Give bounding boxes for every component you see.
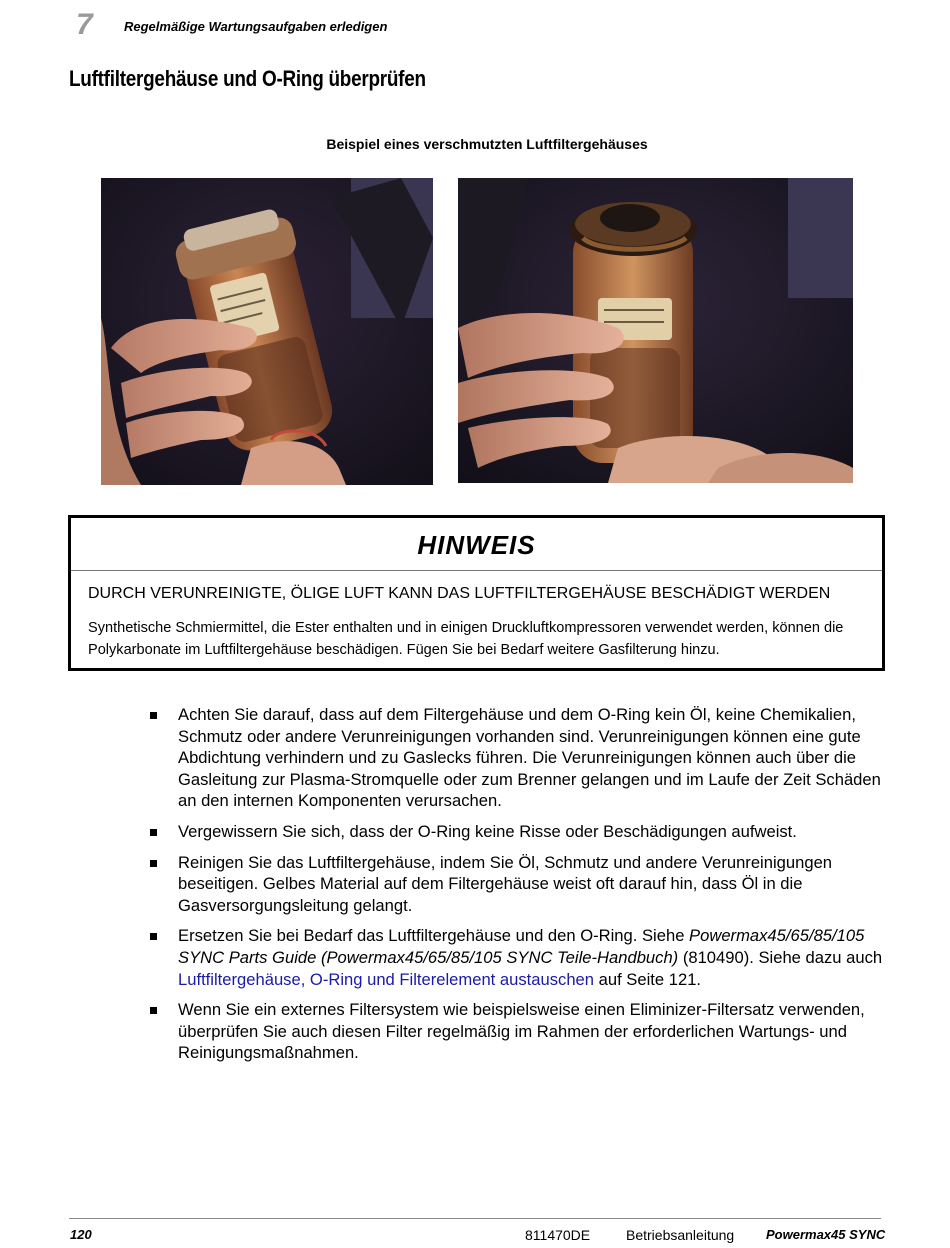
list-item-text: auf Seite 121.	[594, 969, 702, 989]
chapter-title: Regelmäßige Wartungsaufgaben erledigen	[124, 19, 388, 34]
list-item-text: Achten Sie darauf, dass auf dem Filtergehäuse und dem O-Ring kein Öl, keine Chemikalien, Schmutz oder andere Verunreinigungen vorhanden sind. Verunreinigungen können eine gute Abdichtung verhindern und zu Gaslecks führen. Die Verunreinigungen können auch über die Gasleitung zur Plasma-Stromquelle oder zum Brenner gelangen und im Laufe der Zeit Schäden an den internen Komponenten verursachen.	[178, 705, 881, 811]
document-number: 811470DE	[525, 1227, 591, 1243]
list-item-text: Reinigen Sie das Luftfiltergehäuse, indem Sie Öl, Schmutz und andere Verunreinigungen beseitigen. Gelbes Material auf dem Filtergehäuse weist oft darauf hin, dass Öl in die Gasversorgungsleitung gelangt.	[178, 852, 833, 915]
bullet-square-icon	[150, 860, 157, 867]
notice-body: Synthetische Schmiermittel, die Ester enthalten und in einigen Druckluftkompressoren verwendet werden, können die Polykarbonate im Luftfiltergehäuse beschädigen. Fügen Sie bei Bedarf weitere Gasfilterung hinzu.	[88, 619, 844, 658]
notice-heading: HINWEIS	[71, 518, 882, 571]
list-item	[148, 821, 888, 843]
bullet-square-icon	[150, 829, 157, 836]
bullet-square-icon	[150, 1007, 157, 1014]
list-item-text: (810490). Siehe dazu auch	[678, 947, 883, 967]
footer-divider	[69, 1218, 881, 1219]
instruction-list	[148, 704, 888, 1073]
document-type: Betriebsanleitung	[626, 1227, 735, 1243]
list-item	[148, 852, 888, 917]
page-number: 120	[70, 1227, 92, 1242]
section-title: Luftfiltergehäuse und O-Ring überprüfen	[69, 66, 426, 91]
bullet-square-icon	[150, 933, 157, 940]
list-item	[148, 925, 888, 990]
filter-housing-photo-right	[458, 178, 853, 483]
chapter-number: 7	[76, 8, 93, 41]
filter-housing-photo-left	[101, 178, 433, 485]
list-item-text: Ersetzen Sie bei Bedarf das Luftfiltergehäuse und den O-Ring. Siehe	[178, 926, 690, 946]
figure-caption: Beispiel eines verschmutzten Luftfiltergehäuses	[326, 136, 648, 152]
bullet-square-icon	[150, 712, 157, 719]
list-item-text: Wenn Sie ein externes Filtersystem wie beispielsweise einen Eliminizer-Filtersatz verwenden, überprüfen Sie auch diesen Filter regelmäßig im Rahmen der erforderlichen Wartungs- und Reinigungsmaßnahmen.	[178, 1000, 865, 1063]
cross-reference-link[interactable]: Luftfiltergehäuse, O-Ring und Filterelement austauschen	[178, 969, 595, 989]
list-item	[148, 999, 888, 1064]
product-name: Powermax45 SYNC	[766, 1227, 886, 1242]
notice-subheading: DURCH VERUNREINIGTE, ÖLIGE LUFT KANN DAS LUFTFILTERGEHÄUSE BESCHÄDIGT WERDEN	[88, 585, 831, 602]
notice-box	[68, 515, 885, 671]
parts-guide-reference: Powermax45/65/85/105 SYNC Parts Guide (Powermax45/65/85/105 SYNC Teile-Handbuch)	[178, 926, 865, 967]
list-item	[148, 704, 888, 812]
list-item-text: Vergewissern Sie sich, dass der O-Ring keine Risse oder Beschädigungen aufweist.	[178, 821, 797, 841]
